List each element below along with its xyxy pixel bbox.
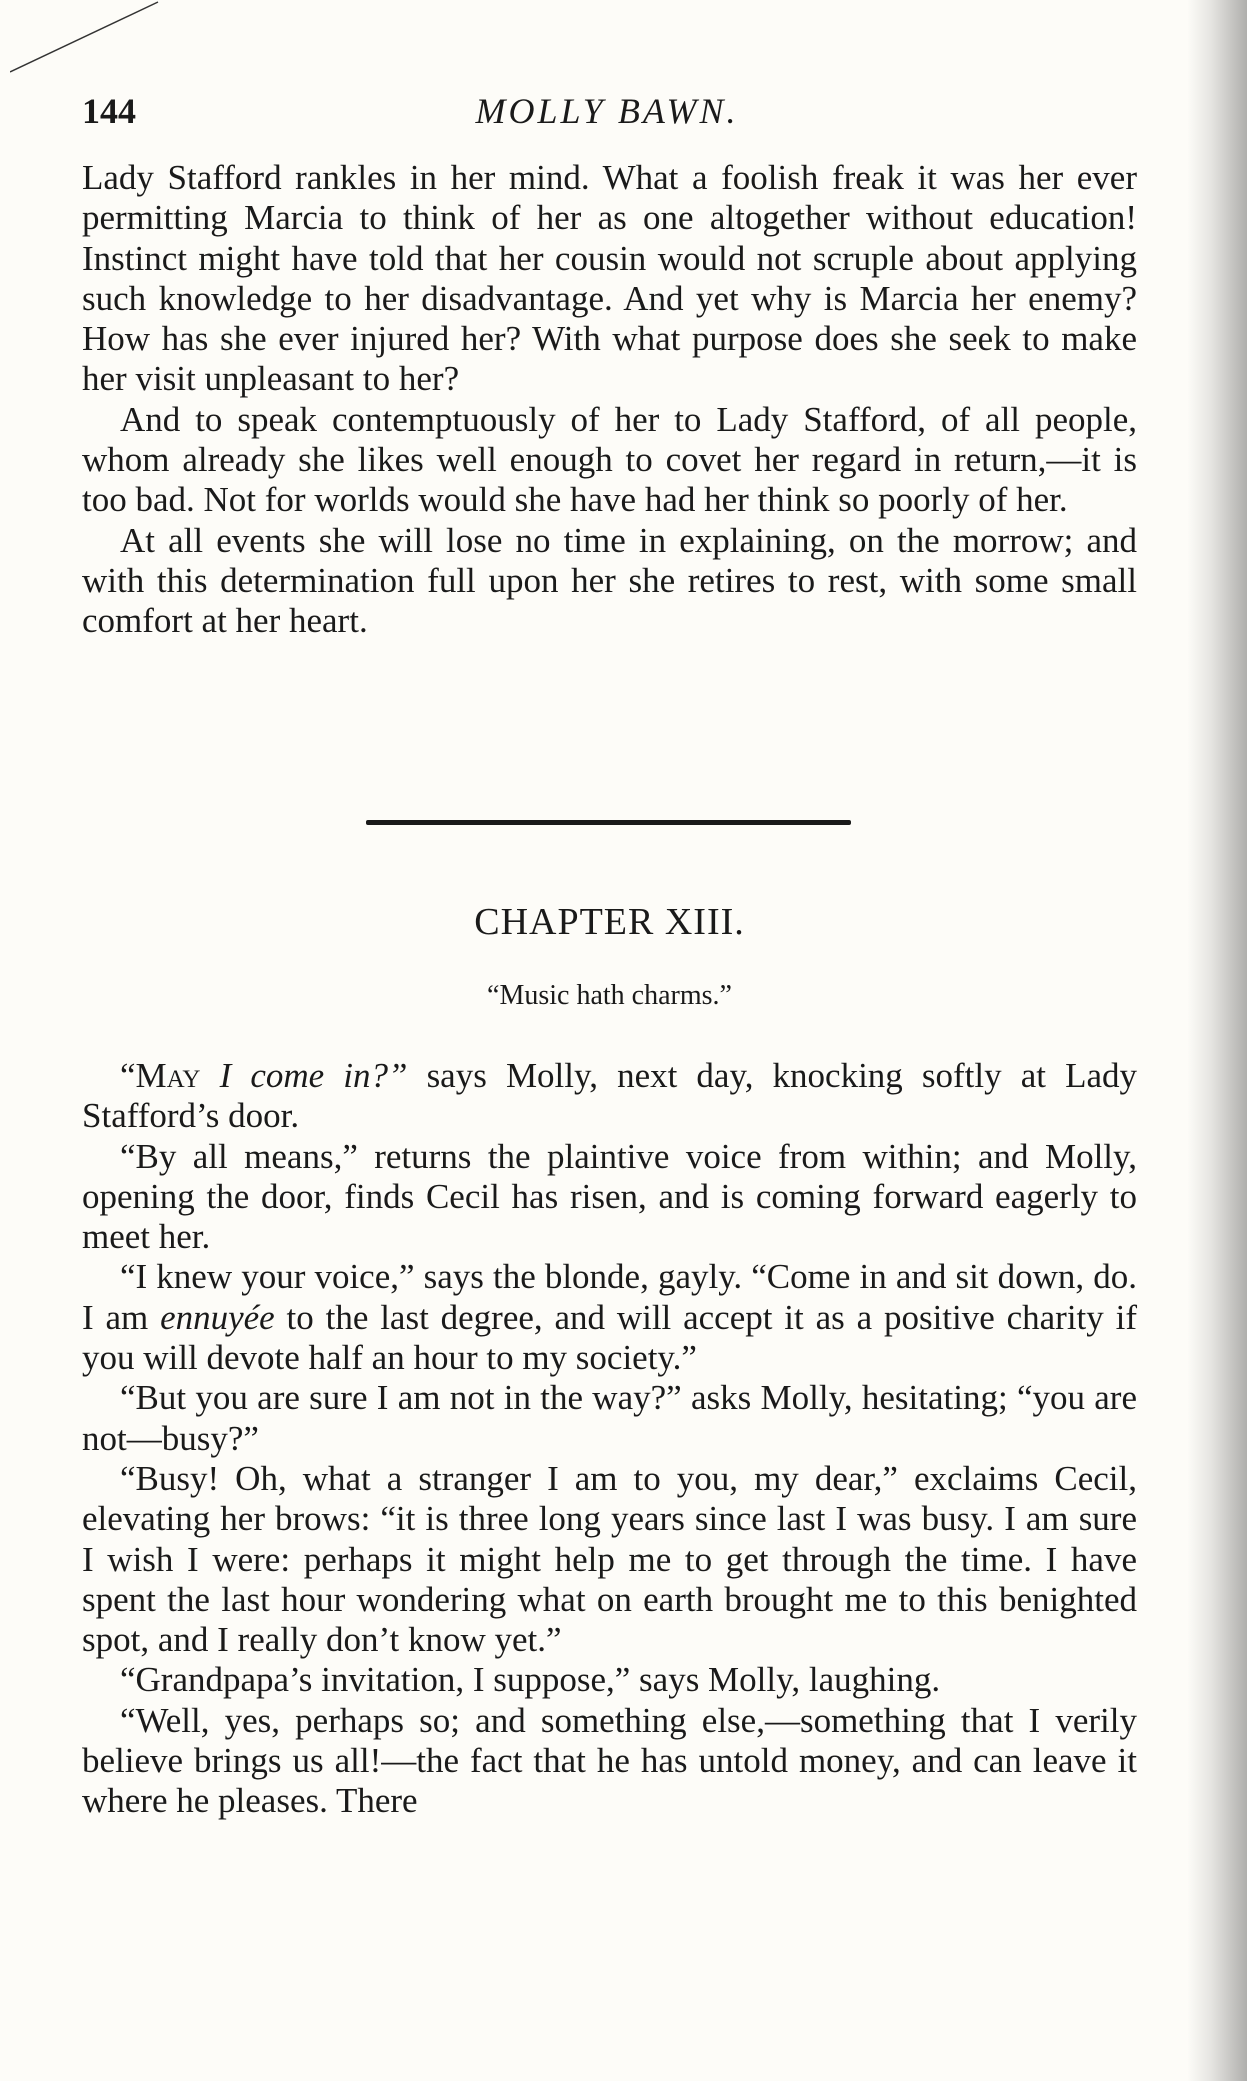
paragraph: “Busy! Oh, what a stranger I am to you, my dear,” exclaims Cecil, elevating her brows: “it is three long years since last I was busy. I am sure I wish I were: perhaps it might help me to get through the time. I have spent the last hour wondering what on earth brought me to this benighted spot, and I really don’t know yet.” [82, 1458, 1137, 1660]
chapter-end-text [82, 158, 1137, 642]
paragraph: “By all means,” returns the plaintive voice from within; and Molly, opening the door, finds Cecil has risen, and is coming forward eagerly to meet her. [82, 1136, 1137, 1257]
section-divider-rule [366, 820, 851, 825]
chapter-title: CHAPTER XIII. [474, 901, 745, 943]
page-header [82, 90, 1132, 140]
paragraph: “Grandpapa’s invitation, I suppose,” says Molly, laughing. [120, 1660, 941, 1700]
chapter-epigraph: “Music hath charms.” [487, 980, 732, 1011]
paragraph: “But you are sure I am not in the way?” asks Molly, hesitating; “you are not—busy?” [82, 1378, 1137, 1458]
paragraph-rest: says Molly, next day, knocking softly at Lady Stafford’s door. [82, 1056, 1137, 1136]
paragraph: And to speak contemptuously of her to Lady Stafford, of all people, whom already she likes well enough to covet her regard in return,—it is too bad. Not for worlds would she have had her think so poorly of her. [82, 399, 1137, 520]
paragraph-start: “I knew your voice,” says the blonde, gayly. “Come in and sit down, do. I am [82, 1257, 1137, 1337]
italic-word: ennuyée [160, 1297, 275, 1337]
page-edge-shadow [1187, 0, 1247, 2081]
smallcaps-word: May [135, 1056, 201, 1095]
open-quote: “ [120, 1056, 136, 1095]
page-number: 144 [82, 91, 136, 131]
paragraph: “Well, yes, perhaps so; and something else,—something that I verily believe brings us all!—the fact that he has untold money, and can leave it where he pleases. There [82, 1700, 1137, 1821]
chapter-text [82, 1056, 1137, 1822]
paragraph [82, 1257, 1137, 1378]
paragraph-rest: to the last degree, and will accept it as a positive charity if you will devote half an hour to my society.” [82, 1297, 1137, 1378]
paragraph [82, 1056, 1137, 1137]
pencil-stroke-mark [10, 0, 160, 80]
italic-phrase: I come in?” [200, 1056, 408, 1095]
paragraph: Lady Stafford rankles in her mind. What a foolish freak it was her ever permitting Marcia to think of her as one altogether without education! Instinct might have told that her cousin would not scruple about applying such knowledge to her disadvantage. And yet why is Marcia her enemy? How has she ever injured her? With what purpose does she seek to make her visit unpleasant to her? [82, 158, 1137, 399]
paragraph: At all events she will lose no time in explaining, on the morrow; and with this determination full upon her she retires to rest, with some small comfort at her heart. [82, 520, 1137, 641]
running-title: MOLLY BAWN. [475, 91, 739, 131]
